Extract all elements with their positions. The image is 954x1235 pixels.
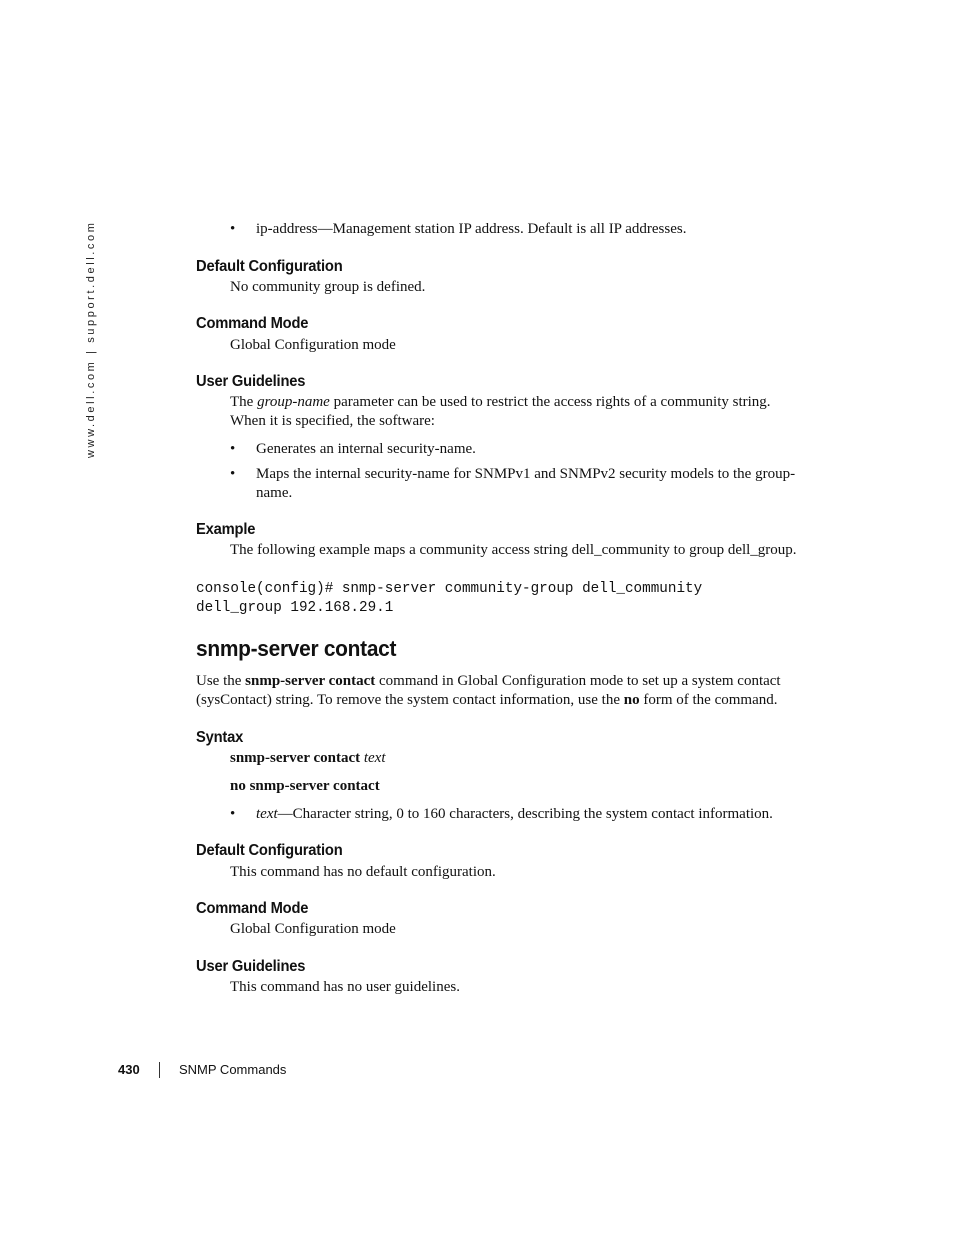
param-name: text [256, 806, 278, 822]
ug-bullet-2-line2: name. [256, 485, 293, 501]
section-title: snmp-server contact [196, 636, 397, 661]
intro-4: form of the command. [639, 692, 778, 708]
heading-user-guidelines: User Guidelines [196, 373, 306, 390]
heading-default-configuration: Default Configuration [196, 258, 343, 275]
ug-bullet-2-line1: Maps the internal security-name for SNMPv1 and SNMPv2 security models to the group- [256, 466, 796, 482]
intro-no: no [623, 692, 640, 708]
intro-line-1 [196, 672, 781, 691]
bullet-marker: • [230, 806, 236, 822]
ug-pre: The [230, 394, 258, 410]
default-configuration-text: No community group is defined. [230, 279, 426, 295]
example-text: The following example maps a community access string dell_community to group dell_group. [230, 542, 797, 558]
command-mode-text: Global Configuration mode [230, 337, 396, 353]
syntax1-cmd: snmp-server contact [230, 750, 361, 766]
heading-command-mode: Command Mode [196, 315, 309, 332]
ug-bullet-1: Generates an internal security-name. [256, 441, 476, 457]
command-mode-text-2: Global Configuration mode [230, 921, 396, 937]
bullet-marker: • [230, 441, 236, 457]
heading-default-configuration-2: Default Configuration [196, 842, 343, 859]
side-url: www.dell.com | support.dell.com [85, 220, 97, 458]
syntax1-arg: text [363, 750, 386, 766]
code-line-2: dell_group 192.168.29.1 [196, 600, 394, 616]
heading-command-mode-2: Command Mode [196, 900, 309, 917]
heading-user-guidelines-2: User Guidelines [196, 958, 306, 975]
syntax-line-2 [230, 777, 380, 796]
default-configuration-text-2: This command has no default configuration. [230, 864, 496, 880]
intro-line-2 [196, 691, 777, 710]
param-desc: —Character string, 0 to 160 characters, describing the system contact information. [277, 806, 773, 822]
syntax2-cmd: no snmp-server contact [230, 778, 380, 794]
intro-1: Use the [196, 673, 246, 689]
ug-param: group-name [257, 394, 330, 410]
code-line-1: console(config)# snmp-server community-group dell_community [196, 581, 703, 597]
footer-divider [159, 1062, 160, 1078]
bullet-marker: • [230, 466, 236, 482]
intro-cmd: snmp-server contact [245, 673, 376, 689]
syntax-line-1 [230, 749, 386, 768]
user-guidelines-line2: When it is specified, the software: [230, 413, 435, 429]
user-guidelines-text-2: This command has no user guidelines. [230, 979, 460, 995]
page-number: 430 [118, 1062, 140, 1077]
heading-syntax: Syntax [196, 729, 244, 746]
ug-post: parameter can be used to restrict the access rights of a community string. [329, 394, 771, 410]
bullet-ip-address: ip-address—Management station IP address. Default is all IP addresses. [256, 221, 687, 237]
intro-2: command in Global Configuration mode to set up a system contact [375, 673, 781, 689]
bullet-marker: • [230, 221, 236, 237]
intro-3: (sysContact) string. To remove the system contact information, use the [196, 692, 624, 708]
param-bullet [256, 805, 773, 824]
footer-chapter: SNMP Commands [179, 1062, 287, 1077]
user-guidelines-text [230, 393, 830, 412]
heading-example: Example [196, 521, 256, 538]
